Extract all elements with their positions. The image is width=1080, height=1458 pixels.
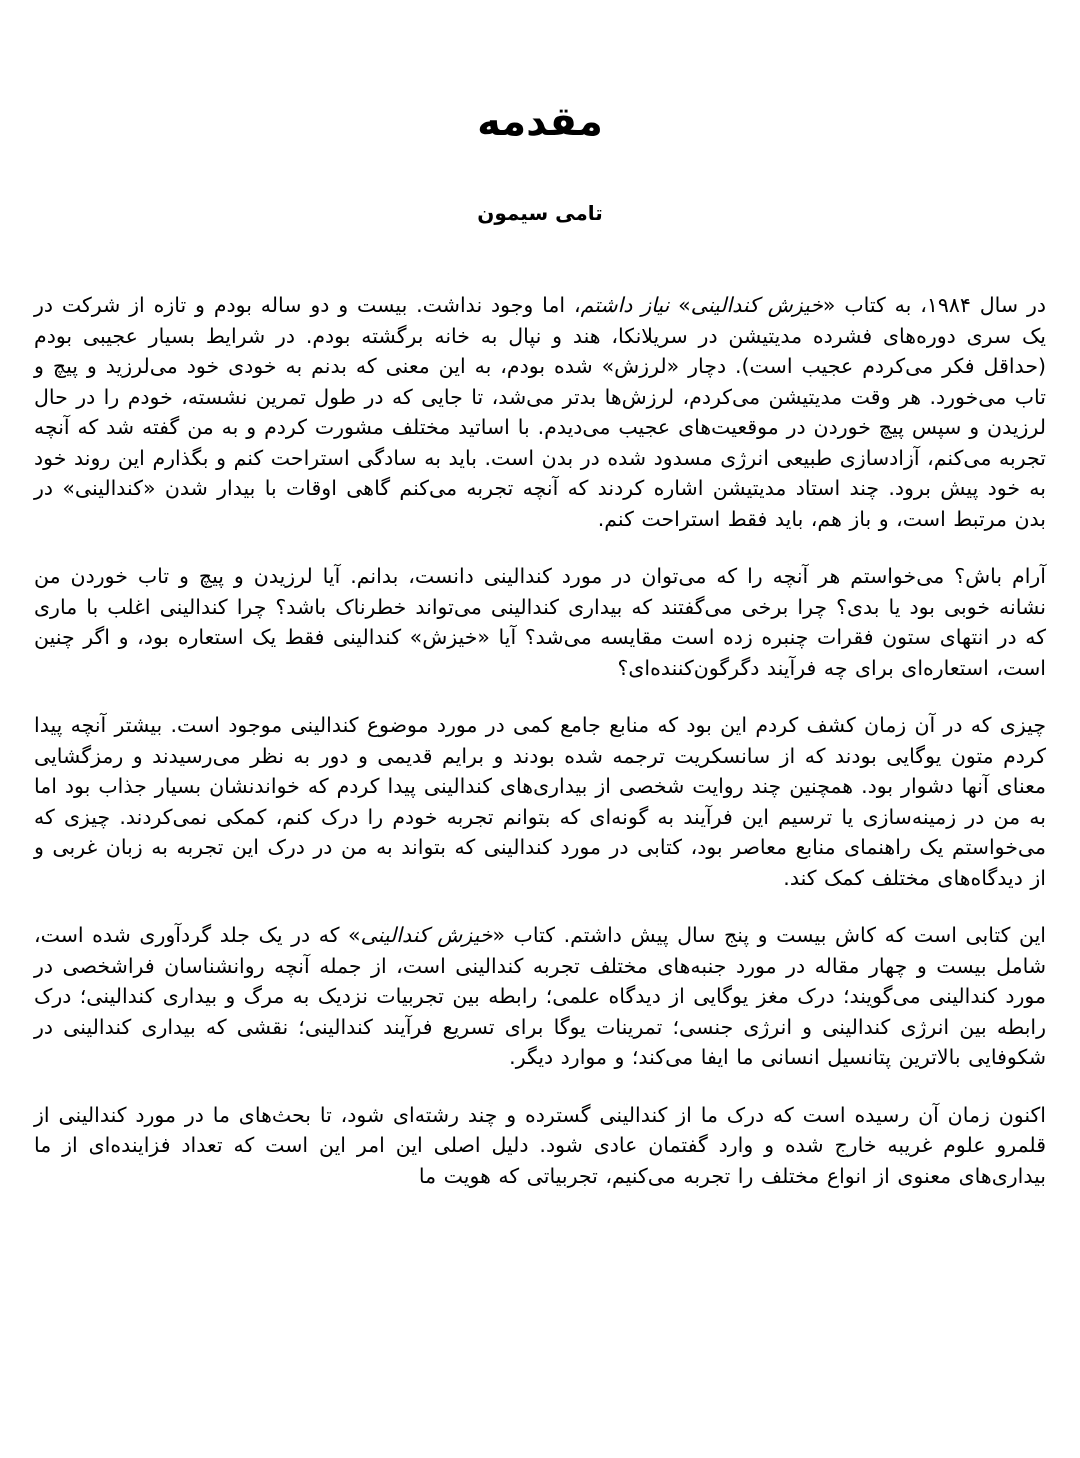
paragraph-3 [34, 710, 1046, 893]
text-segment: ، اما وجود نداشت. بیست و دو ساله بودم و تازه از شرکت در یک سری دوره‌های فشرده مدیتیشن در سریلانکا، هند و نپال به خانه برگشته بودم. در شرایط بسیار عجیبی بودم (حداقل فکر می‌کردم عجیب است). دچار «لرزش» شده بودم، به این معنی که بدنم به خودی خود می‌لرزید و پیچ و تاب می‌خورد. هر وقت مدیتیشن می‌کردم، لرزش‌ها بدتر می‌شد، تا جایی که در طول تمرین نشسته، خودم را در حال لرزیدن و سپس پیچ خوردن در موقعیت‌های عجیب می‌دیدم. با اساتید مختلف مشورت کردم و به من گفته شد که آنچه تجربه می‌کنم، آزادسازی طبیعی انرژی مسدود شده در بدن است. باید به سادگی استراحت کنم و بگذارم این روند خود به خود پیش برود. چند استاد مدیتیشن اشاره کردند که آنچه تجربه می‌کنم گاهی اوقات با بیدار شدن «کندالینی» در بدن مرتبط است، و باز هم، باید فقط استراحت کنم. [34, 293, 1046, 531]
emphasis-italic: نیاز داشتم [580, 293, 670, 317]
body-text [34, 290, 1046, 1218]
text-segment: چیزی که در آن زمان کشف کردم این بود که منابع جامع کمی در مورد موضوع کندالینی موجود است. بیشتر آنچه پیدا کردم متون یوگایی بودند که از سانسکریت ترجمه شده بودند و برایم قدیمی و دور به نظر می‌رسیدند و رمزگشایی معنای آنها دشوار بود. همچنین چند روایت شخصی از بیداری‌های کندالینی پیدا کردم که خواندنشان بسیار جذاب بود اما به من در زمینه‌سازی یا ترسیم این فرآیند به گونه‌ای که بتوانم تجربه خودم را درک کنم، کمکی نمی‌کردند. چیزی که می‌خواستم یک راهنمای منابع معاصر بود، کتابی در مورد کندالینی که بتواند به من در درک این تجربه به زبان غربی و از دیدگاه‌های مختلف کمک کند. [34, 713, 1046, 890]
paragraph-2 [34, 561, 1046, 683]
paragraph-5 [34, 1100, 1046, 1192]
book-title-italic: خیزش کندالینی [360, 923, 493, 947]
text-segment: » که در یک جلد گردآوری شده است، شامل بیست و چهار مقاله در مورد جنبه‌های مختلف تجربه کندالینی است، از جمله آنچه روانشناسان فراشخصی در مورد کندالینی می‌گویند؛ درک مغز یوگایی از دیدگاه علمی؛ رابطه بین تجربیات نزدیک به مرگ و بیداری کندالینی؛ درک رابطه بین انرژی کندالینی و انرژی جنسی؛ تمرینات یوگا برای تسریع فرآیند کندالینی؛ نقشی که بیداری کندالینی در شکوفایی بالاترین پتانسیل انسانی ما ایفا می‌کند؛ و موارد دیگر. [34, 923, 1046, 1069]
text-segment: آرام باش؟ می‌خواستم هر آنچه را که می‌توان در مورد کندالینی دانست، بدانم. آیا لرزیدن و پیچ و تاب خوردن من نشانه خوبی بود یا بدی؟ چرا برخی می‌گفتند که بیداری کندالینی می‌تواند خطرناک باشد؟ چرا کندالینی اغلب با ماری که در انتهای ستون فقرات چنبره زده است مقایسه می‌شد؟ آیا «خیزش» کندالینی فقط یک استعاره بود، و اگر چنین است، استعاره‌ای برای چه فرآیند دگرگون‌کننده‌ای؟ [34, 564, 1046, 680]
page-title: مقدمه [477, 99, 603, 145]
text-segment: اکنون زمان آن رسیده است که درک ما از کندالینی گسترده و چند رشته‌ای شود، تا بحث‌های ما در مورد کندالینی از قلمرو علوم غریبه خارج شده و وارد گفتمان عادی شود. دلیل اصلی این امر این است که تعداد فزاینده‌ای از ما بیداری‌های معنوی از انواع مختلف را تجربه می‌کنیم، تجربیاتی که هویت ما [34, 1102, 1046, 1188]
paragraph-4 [34, 920, 1046, 1073]
text-segment: این کتابی است که کاش بیست و پنج سال پیش داشتم. کتاب « [492, 923, 1046, 947]
paragraph-1 [34, 290, 1046, 534]
author-name: تامی سیمون [477, 201, 603, 225]
book-title-italic: خیزش کندالینی [690, 293, 823, 317]
text-segment: در سال ۱۹۸۴، به کتاب « [822, 293, 1046, 317]
text-segment: » [669, 293, 691, 317]
